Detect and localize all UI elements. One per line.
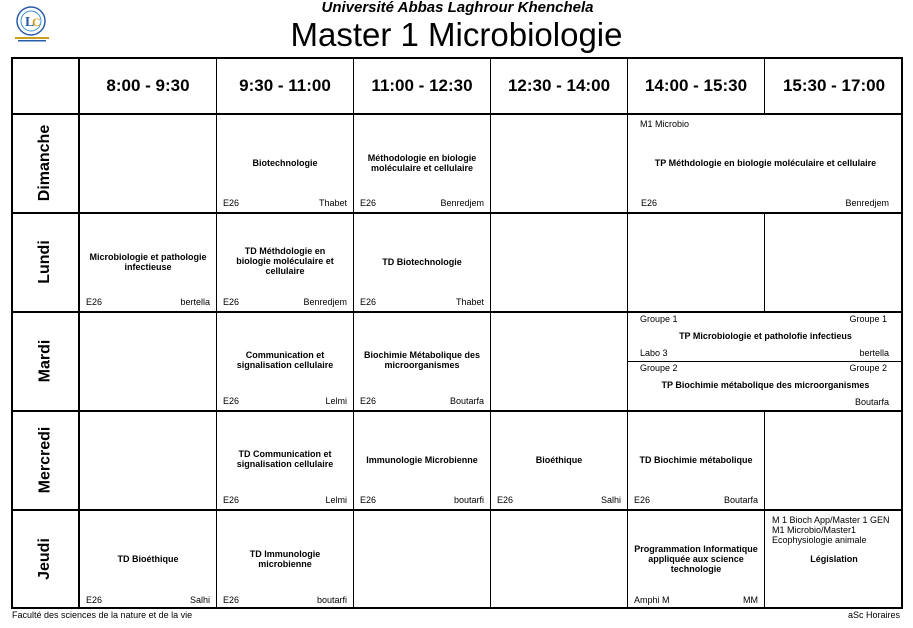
course-room: E26 [360,495,377,505]
course-teacher: MM [743,595,758,605]
course-teacher: Thabet [455,297,484,307]
course-subject: TD Communication et signalisation cellulaire [236,449,334,469]
course-subject: TP Microbiologie et patholofie infectieus [679,331,852,341]
course-teacher: bertella [180,297,210,307]
software-footer: aSc Horaires [847,610,900,620]
svg-text:L: L [25,15,35,30]
course-room: E26 [360,396,377,406]
course-cell[interactable] [628,362,903,410]
course-teacher: Salhi [600,495,621,505]
day-label-jeudi: Jeudi [35,538,53,580]
course-room: E26 [634,495,651,505]
course-teacher: Benredjem [845,198,889,208]
course-cell[interactable] [80,510,216,609]
course-room: E26 [223,595,240,605]
course-room: E26 [223,198,240,208]
course-teacher: Benredjem [303,297,347,307]
course-teacher: Boutarfa [449,396,484,406]
course-subject: TP Méthdologie en biologie moléculaire et cellulaire [654,158,877,168]
course-room: E26 [86,595,103,605]
col-divider [490,57,491,609]
course-room: E26 [223,495,240,505]
course-subject: Immunologie Microbienne [366,455,478,465]
course-teacher: Thabet [318,198,347,208]
course-group: Groupe 1 [849,314,887,324]
course-subject: Biotechnologie [252,158,318,168]
course-subject: Communication et signalisation cellulaire [236,350,334,370]
course-room: E26 [360,198,377,208]
course-subject: Méthodologie en biologie moléculaire et cellulaire [367,153,477,173]
course-group: M1 Microbio [640,119,690,129]
time-slot-header: 8:00 - 9:30 [106,75,190,95]
course-room: E26 [641,198,658,208]
faculty-footer: Faculté des sciences de la nature et de la vie [12,610,193,620]
time-slot-header: 14:00 - 15:30 [644,75,748,95]
course-subject: TD Biotechnologie [382,257,462,267]
course-cell[interactable] [354,114,490,212]
course-subject: TD Méthdologie en biologie moléculaire et cellulaire [236,246,334,276]
course-teacher: boutarfi [453,495,484,505]
course-cell[interactable] [628,510,764,609]
course-room: Labo 3 [640,348,668,358]
time-slot-header: 11:00 - 12:30 [371,75,473,95]
course-cell[interactable] [217,114,353,212]
course-cell[interactable] [80,213,216,311]
course-cell[interactable] [217,510,353,609]
course-cell[interactable] [628,312,903,361]
course-group: M 1 Bioch App/Master 1 GEN [772,515,890,525]
course-cell[interactable] [628,114,903,212]
course-teacher: Lelmi [325,495,347,505]
course-cell[interactable] [354,213,490,311]
course-subject: TD Biochimie métabolique [639,455,753,465]
course-teacher: Boutarfa [723,495,758,505]
course-room: E26 [497,495,514,505]
course-group: Ecophysiologie animale [772,535,867,545]
course-group: M1 Microbio/Master1 [772,525,857,535]
course-subject: Programmation Informatique appliquée aux science technologie [634,544,758,574]
course-cell[interactable] [217,312,353,410]
course-subject: Biochimie Métabolique des microorganismes [363,350,481,370]
course-teacher: Lelmi [325,396,347,406]
course-cell[interactable] [354,312,490,410]
svg-text:C: C [32,15,41,29]
course-subject: Microbiologie et pathologie infectieuse [89,252,207,272]
course-room: E26 [223,297,240,307]
course-room: E26 [223,396,240,406]
course-cell[interactable] [217,213,353,311]
course-subject: TP Biochimie métabolique des microorganismes [661,380,870,390]
day-label-mardi: Mardi [35,339,53,383]
course-teacher: boutarfi [316,595,347,605]
day-label-lundi: Lundi [35,240,53,284]
course-room: E26 [86,297,103,307]
course-room: Amphi M [634,595,670,605]
course-subject: Bioéthique [535,455,583,465]
course-teacher: bertella [859,348,889,358]
time-slot-header: 9:30 - 11:00 [239,75,331,95]
university-name: Université Abbas Laghrour Khenchela [321,0,594,16]
course-subject: TD Immunologie microbienne [249,549,321,569]
day-label-mercredi: Mercredi [35,426,53,494]
course-teacher: Boutarfa [854,397,889,407]
col-divider [764,213,765,312]
course-teacher: Benredjem [440,198,484,208]
course-cell[interactable] [628,411,764,509]
course-cell[interactable] [491,411,627,509]
course-teacher: Salhi [189,595,210,605]
time-slot-header: 12:30 - 14:00 [507,75,611,95]
course-subject: TD Bioéthique [117,554,179,564]
course-subject: Législation [810,554,858,564]
time-slot-header: 15:30 - 17:00 [782,75,886,95]
course-group: Groupe 1 [640,314,678,324]
course-group: Groupe 2 [849,363,887,373]
course-room: E26 [360,297,377,307]
course-cell[interactable] [217,411,353,509]
course-cell[interactable] [765,510,903,609]
day-label-dimanche: Dimanche [36,124,53,202]
page-title: Master 1 Microbiologie [290,16,623,53]
course-group: Groupe 2 [640,363,678,373]
course-cell[interactable] [354,411,490,509]
